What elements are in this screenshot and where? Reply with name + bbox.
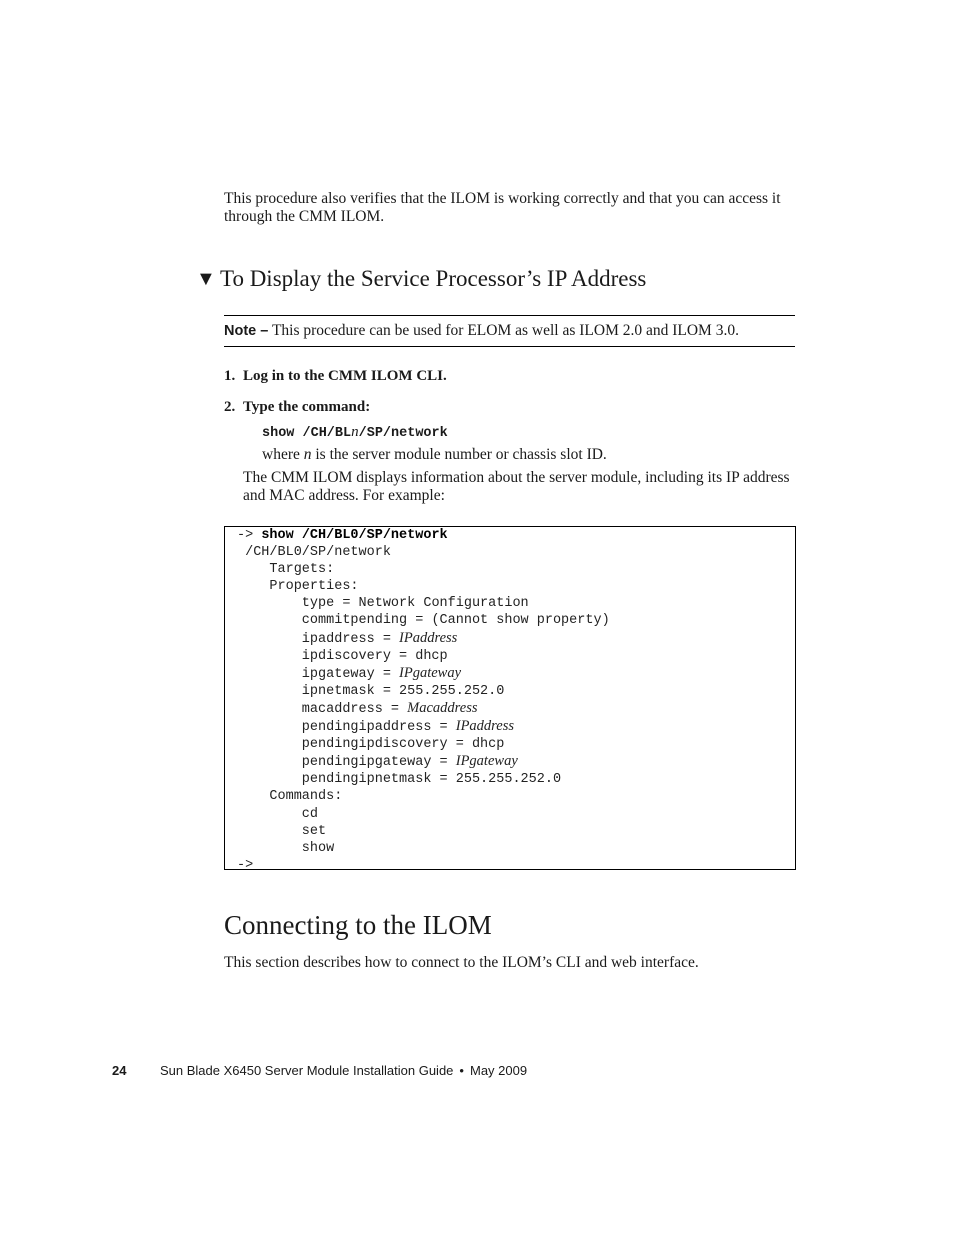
property-value: Network Configuration — [358, 596, 529, 612]
command-line — [262, 423, 448, 443]
property-key: ipdiscovery = — [237, 648, 416, 664]
code-example — [237, 527, 610, 874]
code-prompt: -> — [237, 528, 262, 543]
property-key: pendingipaddress = — [237, 720, 456, 736]
where-explanation — [262, 446, 607, 464]
code-property-line — [237, 720, 514, 735]
footer-separator: • — [459, 1063, 464, 1078]
property-value: 255.255.252.0 — [455, 772, 562, 788]
code-command-item: set — [237, 823, 327, 839]
property-value: IPaddress — [399, 629, 458, 646]
code-property-line — [237, 684, 504, 699]
property-value: dhcp — [471, 737, 505, 753]
triangle-down-icon: ▼ — [196, 268, 216, 290]
step-text: Type the command: — [243, 399, 371, 415]
note-label: Note – — [224, 323, 269, 339]
property-value: (Cannot show property) — [431, 613, 610, 629]
code-property-line — [237, 649, 448, 664]
intro-paragraph: This procedure also verifies that the ILOM is working correctly and that you can access it through the CMM ILOM. — [224, 190, 781, 225]
page-footer — [112, 1063, 527, 1079]
note-text: This procedure can be used for ELOM as well as ILOM 2.0 and ILOM 3.0. — [271, 322, 739, 339]
code-targets-label: Targets: — [237, 562, 335, 578]
property-value: 255.255.252.0 — [399, 683, 505, 699]
code-property-line — [237, 629, 458, 647]
code-example-box — [224, 526, 796, 873]
code-property-line — [237, 613, 610, 628]
property-key: pendingipdiscovery = — [237, 737, 472, 753]
code-commands-label: Commands: — [237, 789, 343, 805]
footer-date: May 2009 — [469, 1063, 528, 1078]
section-heading: Connecting to the ILOM — [224, 910, 492, 940]
where-variable: n — [303, 446, 312, 463]
step-number: 1. — [224, 368, 236, 384]
property-key: ipnetmask = — [237, 683, 400, 699]
code-properties-label: Properties: — [237, 579, 359, 595]
property-key: type = — [237, 596, 359, 612]
note-box — [224, 315, 795, 347]
page-number: 24 — [112, 1063, 127, 1078]
code-final-prompt: -> — [237, 857, 254, 873]
section-paragraph: This section describes how to connect to the ILOM’s CLI and web interface. — [224, 954, 699, 971]
code-command-item: show — [237, 840, 335, 856]
step-number: 2. — [224, 399, 236, 415]
command-prefix: show /CH/BL — [262, 426, 352, 441]
property-value: dhcp — [415, 648, 448, 664]
command-variable: n — [351, 424, 359, 440]
property-key: commitpending = — [237, 613, 432, 629]
code-property-line — [237, 699, 478, 717]
code-property-line — [237, 737, 504, 752]
code-path: /CH/BL0/SP/network — [237, 545, 391, 561]
property-value: IPgateway — [399, 664, 462, 681]
code-command: show /CH/BL0/SP/network — [261, 528, 448, 543]
property-value: IPgateway — [455, 753, 518, 770]
property-key: ipaddress = — [237, 631, 400, 647]
step-1 — [224, 367, 447, 385]
procedure-title: To Display the Service Processor’s IP Address — [220, 266, 647, 291]
code-property-line — [237, 664, 462, 682]
code-property-line — [237, 772, 561, 787]
procedure-heading — [196, 264, 646, 294]
where-after: is the server module number or chassis slot ID. — [311, 446, 607, 463]
where-before: where — [262, 446, 304, 463]
property-key: ipgateway = — [237, 666, 400, 682]
code-property-line — [237, 596, 529, 611]
footer-title: Sun Blade X6450 Server Module Installation Guide — [160, 1063, 454, 1078]
step-text: Log in to the CMM ILOM CLI. — [243, 368, 447, 384]
displays-paragraph: The CMM ILOM displays information about the server module, including its IP address and MAC address. For example: — [243, 469, 790, 504]
code-property-line — [237, 755, 518, 770]
property-key: macaddress = — [237, 701, 408, 717]
property-value: Macaddress — [407, 699, 478, 716]
command-suffix: /SP/network — [358, 426, 448, 441]
property-key: pendingipnetmask = — [237, 772, 456, 788]
step-2 — [224, 398, 370, 416]
property-value: IPaddress — [455, 718, 515, 735]
code-command-item: cd — [237, 806, 319, 822]
property-key: pendingipgateway = — [237, 755, 456, 771]
